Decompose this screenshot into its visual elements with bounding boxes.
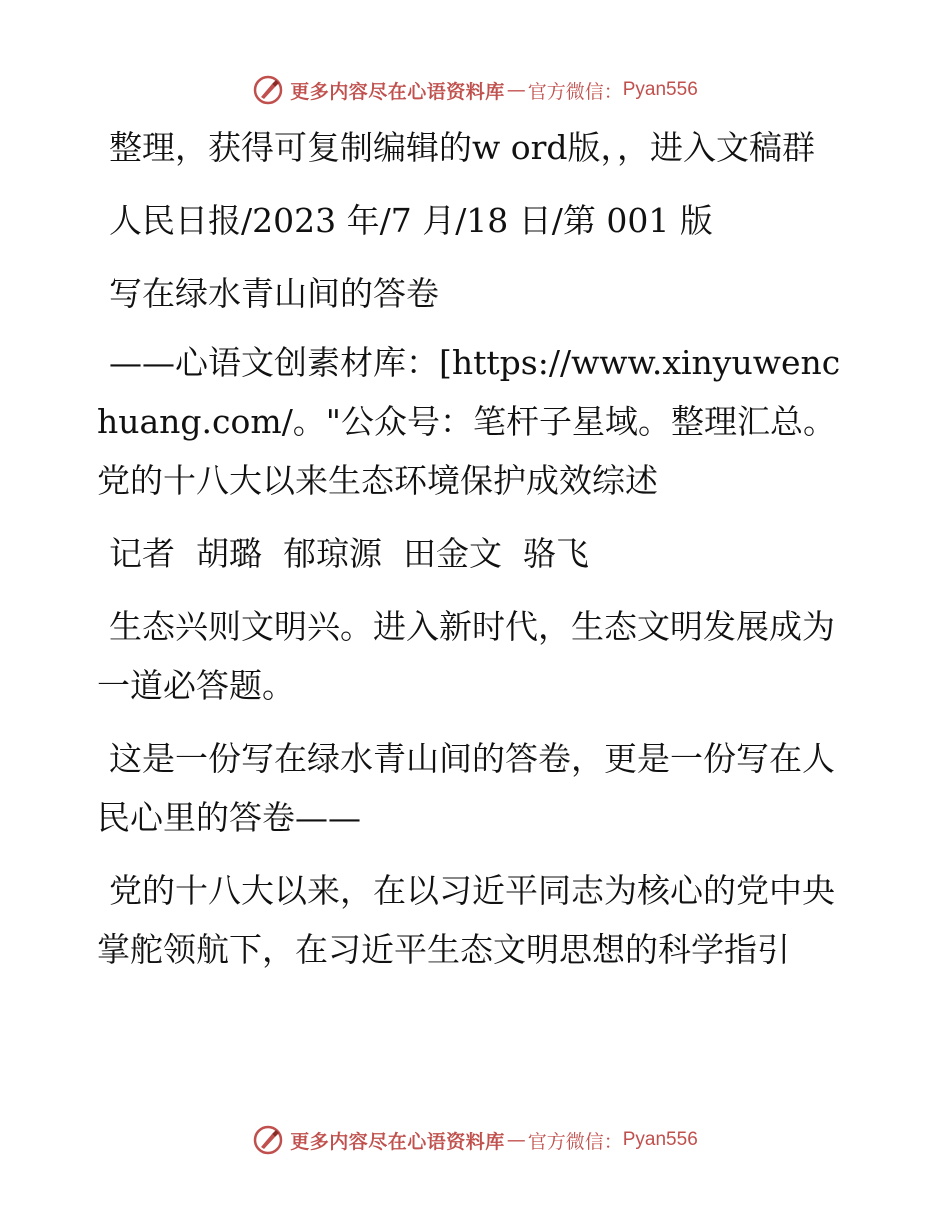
byline: 记者 胡璐 郁琼源 田金文 骆飞 <box>109 534 589 573</box>
article-title: 写在绿水青山间的答卷 <box>109 274 439 313</box>
body-paragraph-2: 这是一份写在绿水青山间的答卷，更是一份写在人民心里的答卷—— <box>97 739 835 837</box>
banner-wechat-id: Pyan556 <box>622 1129 698 1150</box>
banner-separator: — <box>506 1129 526 1151</box>
banner-site-name: 更多内容尽在心语资料库 <box>290 80 505 103</box>
pen-logo-icon <box>252 1124 284 1156</box>
footer-banner <box>0 1120 950 1160</box>
banner-site-name: 更多内容尽在心语资料库 <box>290 1130 505 1153</box>
banner-wechat-id: Pyan556 <box>622 79 698 100</box>
banner-wechat-label: 官方微信： <box>527 80 623 103</box>
banner-wechat-label: 官方微信： <box>527 1130 623 1153</box>
pen-logo-icon <box>252 74 284 106</box>
article-subtitle: ——心语文创素材库：[https://www.xinyuwenchuang.com/。"公众号：笔杆子星域。整理汇总。党的十八大以来生态环境保护成效综述 <box>97 343 841 500</box>
source-line: 人民日报/2023 年/7 月/18 日/第 001 版 <box>109 201 713 240</box>
document-body <box>97 118 857 993</box>
intro-note: 整理，获得可复制编辑的w ord版，，进入文稿群 <box>109 128 816 167</box>
body-paragraph-1: 生态兴则文明兴。进入新时代，生态文明发展成为一道必答题。 <box>97 607 835 705</box>
banner-separator: — <box>506 79 526 101</box>
body-paragraph-3: 党的十八大以来，在以习近平同志为核心的党中央掌舵领航下，在习近平生态文明思想的科学指引 <box>97 871 835 969</box>
header-banner <box>0 70 950 110</box>
